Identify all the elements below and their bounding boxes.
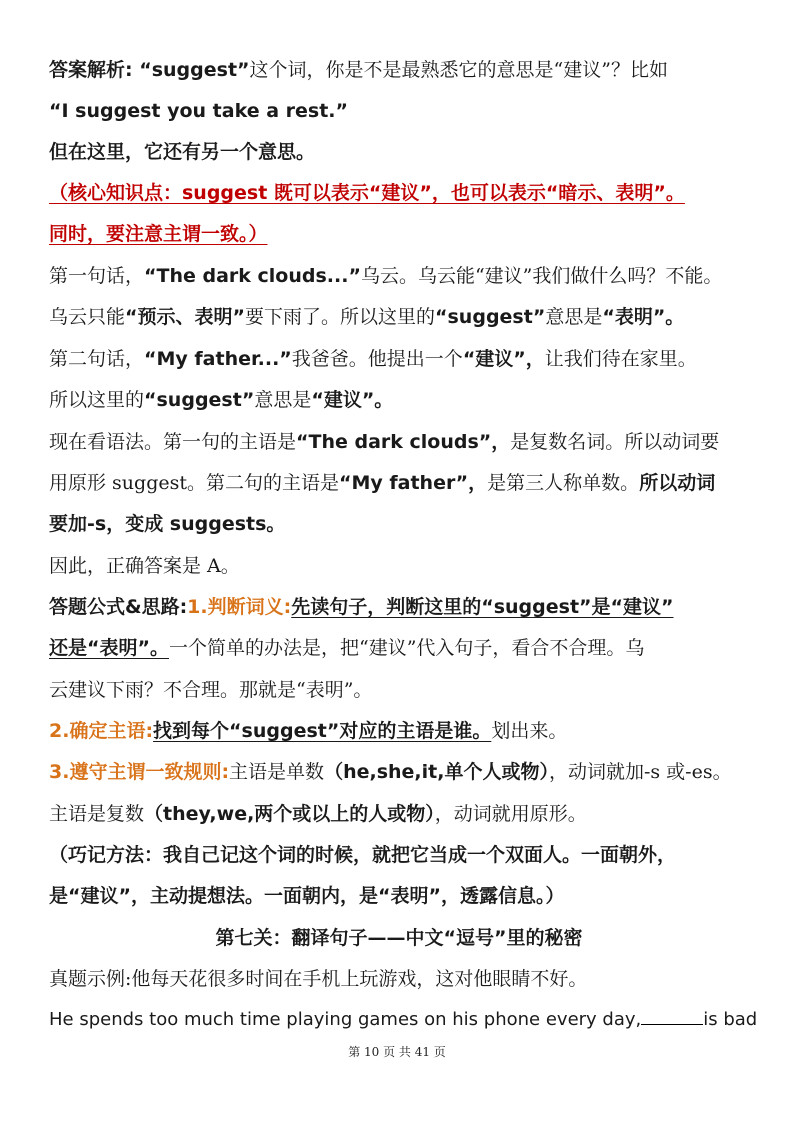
answer-analysis-line-1: 答案解析: “suggest”这个词，你是不是最熟悉它的意思是“建议”？比如 <box>49 59 668 81</box>
step-2-label: 2.确定主语: <box>49 720 154 742</box>
step-2-line: 2.确定主语:找到每个“suggest”对应的主语是谁。划出来。 <box>49 720 568 742</box>
fill-in-blank <box>641 1006 703 1025</box>
example-sentence: “I suggest you take a rest.” <box>49 100 348 122</box>
text-line: 所以这里的“suggest”意思是“建议”。 <box>49 389 394 411</box>
text-line: 主语是复数（they,we,两个或以上的人或物），动词就用原形。 <box>49 803 587 825</box>
page-footer: 第 10 页 共 41 页 <box>348 1045 446 1059</box>
text-line: 第一句话，“The dark clouds...”乌云。乌云能“建议”我们做什么吗？不能。 <box>49 265 723 287</box>
text-line: 要加-s，变成 suggests。 <box>49 513 286 535</box>
text-line: 还是“表明”。一个简单的办法是，把“建议”代入句子，看合不合理。乌 <box>49 637 645 659</box>
memory-tip-line-2: 是“建议”，主动提想法。一面朝内，是“表明”，透露信息。） <box>49 885 565 907</box>
step-3-label: 3.遵守主谓一致规则: <box>49 761 230 783</box>
text-line: 用原形 suggest。第二句的主语是“My father”，是第三人称单数。所以动词 <box>49 472 716 494</box>
text-line: 云建议下雨？不合理。那就是“表明”。 <box>49 679 373 701</box>
answer-analysis-label: 答案解析 <box>49 59 126 81</box>
text-line: 乌云只能“预示、表明”要下雨了。所以这里的“suggest”意思是“表明”。 <box>49 306 685 328</box>
section-heading: 第七关：翻译句子——中文“逗号”里的秘密 <box>215 927 583 949</box>
example-question: 真题示例:他每天花很多时间在手机上玩游戏，这对他眼睛不好。 <box>49 968 588 990</box>
key-point-line-2: 同时，要注意主谓一致。） <box>49 223 268 245</box>
step-1-label: 1.判断词义: <box>187 596 292 618</box>
key-point-line-1: （核心知识点：suggest 既可以表示“建议”，也可以表示“暗示、表明”。 <box>49 182 685 204</box>
formula-label: 答题公式&思路: <box>49 596 188 618</box>
translation-line: He spends too much time playing games on his phone every day, is bad <box>49 1006 757 1034</box>
memory-tip-line-1: （巧记方法：我自己记这个词的时候，就把它当成一个双面人。一面朝外， <box>49 844 677 866</box>
step-3-line: 3.遵守主谓一致规则:主语是单数（he,she,it,单个人或物），动词就加-s 或-es。 <box>49 761 732 783</box>
text-line: 但在这里，它还有另一个意思。 <box>49 141 316 163</box>
formula-line-1: 答题公式&思路:1.判断词义:先读句子，判断这里的“suggest”是“建议” <box>49 596 674 618</box>
answer-line: 因此，正确答案是 A。 <box>49 555 240 577</box>
text-line: 第二句话，“My father...”我爸爸。他提出一个“建议”，让我们待在家里。 <box>49 348 697 370</box>
text-line: 现在看语法。第一句的主语是“The dark clouds”，是复数名词。所以动词要 <box>49 431 720 453</box>
